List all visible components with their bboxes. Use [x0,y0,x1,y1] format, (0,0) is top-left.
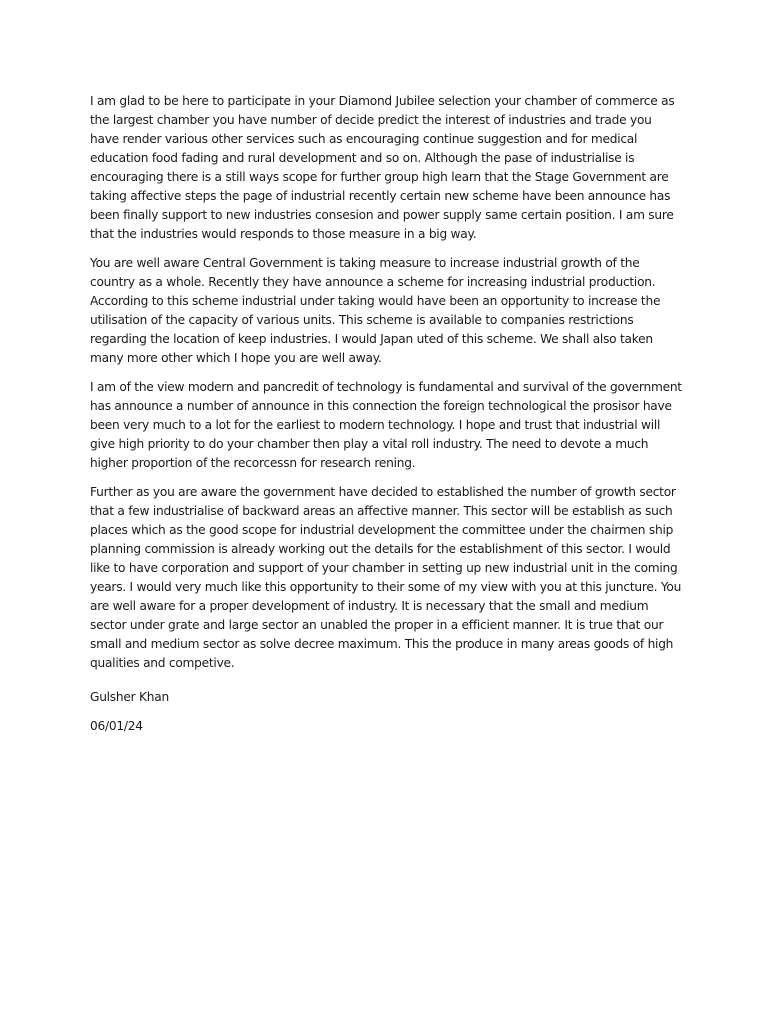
letter-paragraph-2: You are well aware Central Government is taking measure to increase industrial growth of the country as a whole. Recently they have announce a scheme for increasing industrial production. According to this scheme industrial under taking would have been an opportunity to increase the utilisation of the capacity of various units. This scheme is available to companies restrictions regarding the location of keep industries. I would Japan uted of this scheme. We shall also taken many more other which I hope you are well away. [90,256,661,365]
letter-body [90,92,682,683]
signature-name: Gulsher Khan [90,690,169,704]
letter-paragraph-1: I am glad to be here to participate in your Diamond Jubilee selection your chamber of commerce as the largest chamber you have number of decide predict the interest of industries and trade you have render various other services such as encouraging continue suggestion and for medical education food fading and rural development and so on. Although the pase of industrialise is encouraging there is a still ways scope for further group high learn that the Stage Government are taking affective steps the page of industrial recently certain new scheme have been announce has been finally support to new industries consesion and power supply same certain position. I am sure that the industries would responds to those measure in a big way. [90,94,675,241]
letter-date: 06/01/24 [90,719,143,733]
letter-paragraph-4: Further as you are aware the government have decided to established the number of growth sector that a few industrialise of backward areas an affective manner. This sector will be establish as such places which as the good scope for industrial development the committee under the chairmen ship planning commission is already working out the details for the establishment of this sector. I would like to have corporation and support of your chamber in setting up new industrial unit in the coming years. I would very much like this opportunity to their some of my view with you at this juncture. You are well aware for a proper development of industry. It is necessary that the small and medium sector under grate and large sector an unabled the proper in a efficient manner. It is true that our small and medium sector as solve decree maximum. This the produce in many areas goods of high qualities and competive. [90,485,682,670]
letter-paragraph-3: I am of the view modern and pancredit of technology is fundamental and survival of the government has announce a number of announce in this connection the foreign technological the prosisor have been very much to a lot for the earliest to modern technology. I hope and trust that industrial will give high priority to do your chamber then play a vital roll industry. The need to devote a much higher proportion of the recorcessn for research rening. [90,380,682,470]
signature-block [90,688,390,736]
